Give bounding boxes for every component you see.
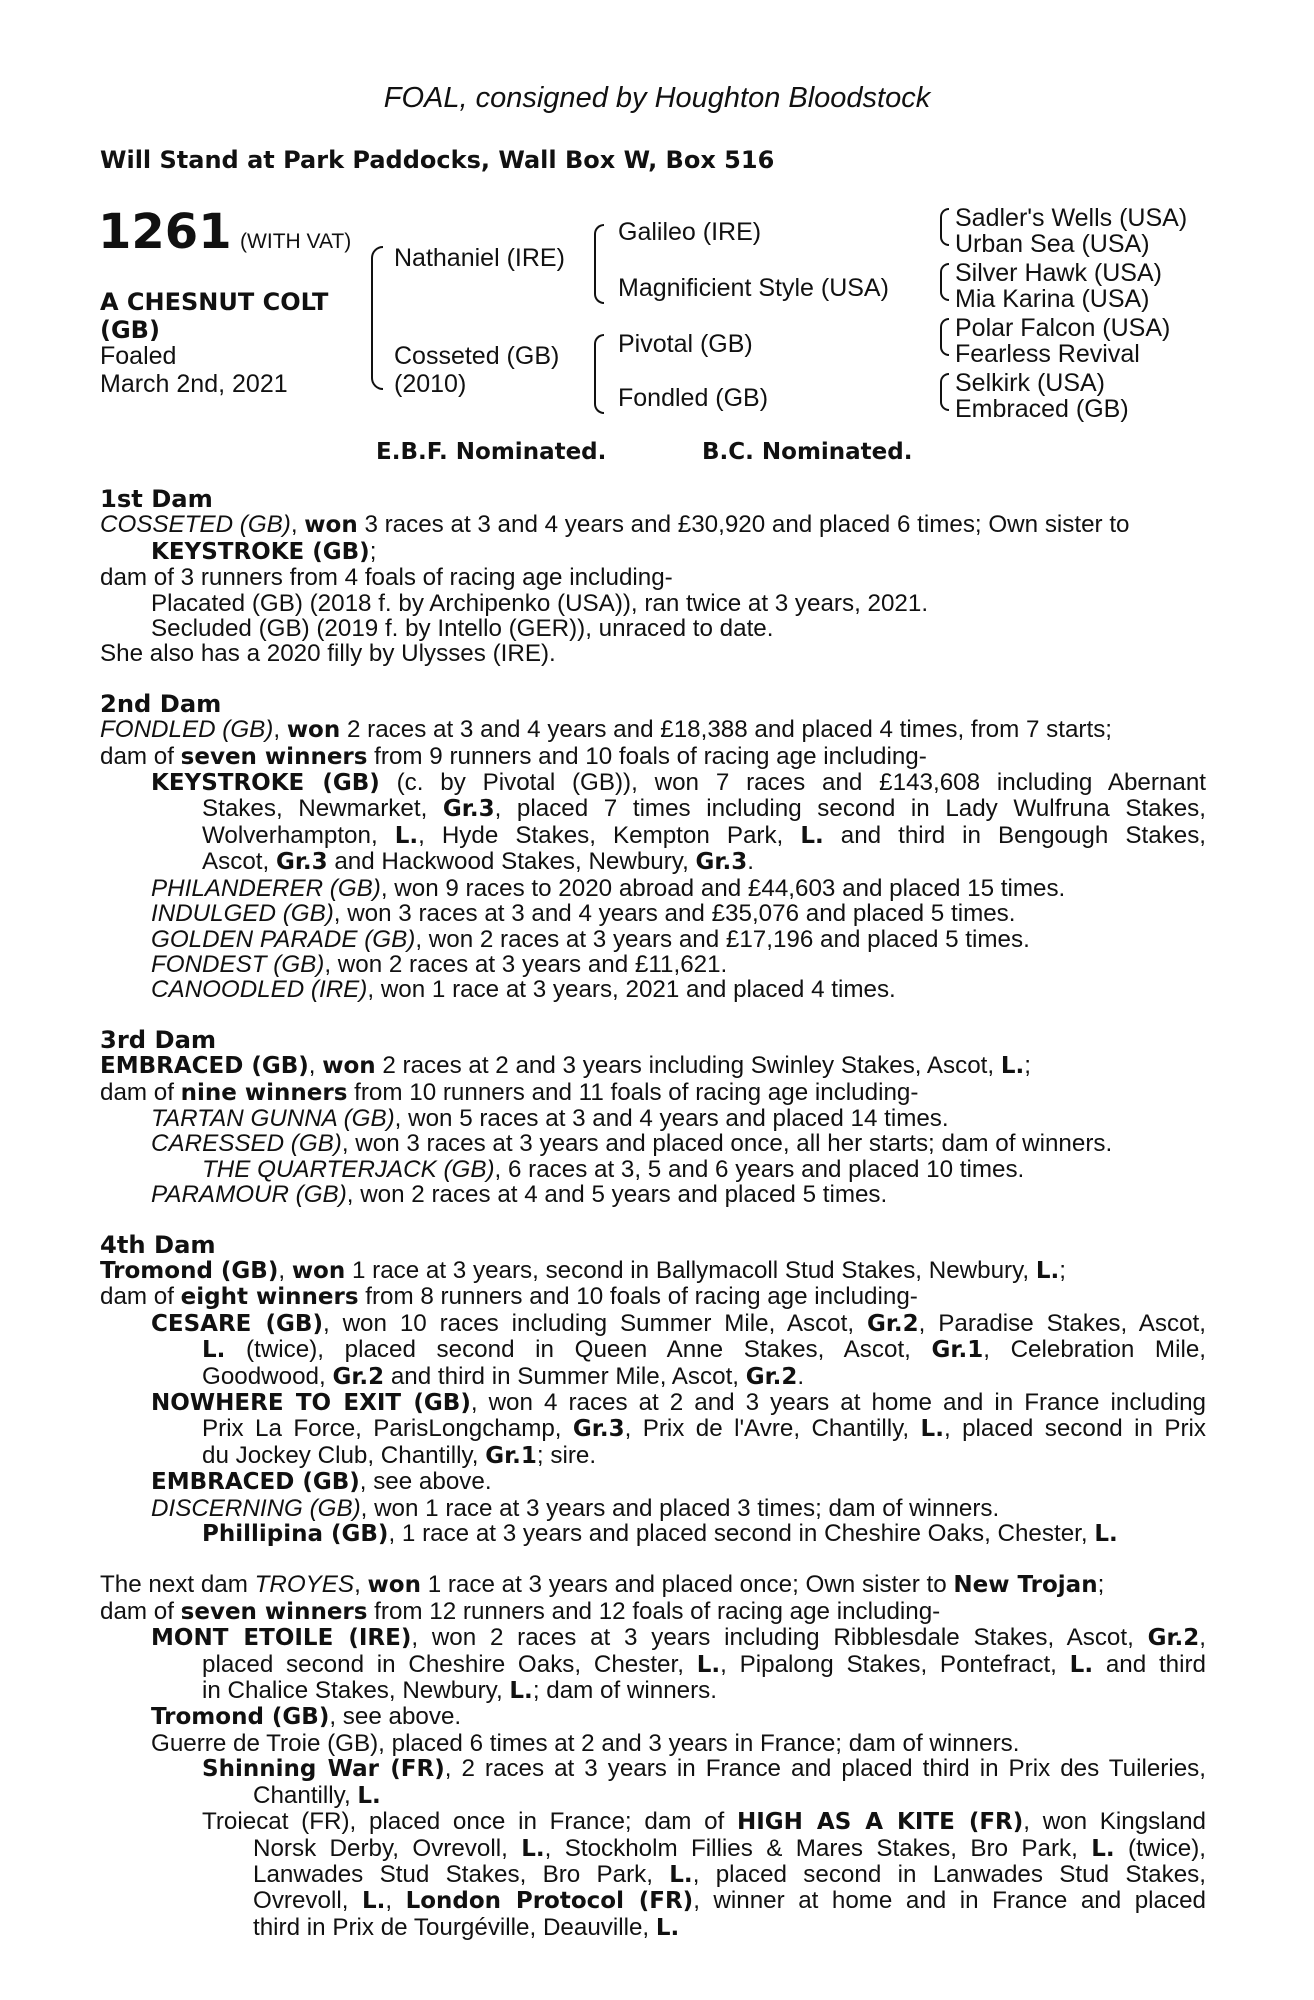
text-run: du Jockey Club, Chantilly, bbox=[202, 1441, 486, 1469]
ggp-name: Sadler's Wells (USA) bbox=[955, 204, 1188, 232]
text-run: . bbox=[747, 848, 754, 876]
text-run: , 1 race at 3 years and placed second in Cheshire Oaks, Chester, bbox=[388, 1520, 1095, 1548]
text-run: 1 race at 3 years, second in Ballymacoll Stud Stakes, Newbury, bbox=[345, 1256, 1036, 1284]
record-line bbox=[100, 616, 1206, 641]
text-run: 3 races at 3 and 4 years and £30,920 and placed 6 times; Own sister to bbox=[357, 511, 1130, 539]
record-line bbox=[100, 1888, 1206, 1914]
horse-name: THE QUARTERJACK (GB) bbox=[202, 1155, 495, 1183]
record-line bbox=[100, 1756, 1206, 1782]
text-run: , Hyde Stakes, Kempton Park, bbox=[418, 821, 801, 849]
text-run: (twice), bbox=[1114, 1834, 1206, 1862]
record-line bbox=[100, 1106, 1206, 1131]
text-run: , placed second in Lanwades Stud Stakes, bbox=[692, 1860, 1206, 1888]
bold-text: Shinning War (FR) bbox=[202, 1756, 445, 1783]
dam-parents-bracket bbox=[594, 334, 604, 414]
dam-section bbox=[100, 487, 1206, 667]
text-run: , won 2 races at 4 and 5 years and placed 5 times. bbox=[346, 1181, 888, 1209]
text-run: , 2 races at 3 years in France and placed third in Prix des Tuileries, bbox=[444, 1755, 1206, 1783]
record-line bbox=[100, 1783, 1206, 1809]
horse-name: TROYES bbox=[254, 1571, 355, 1599]
record-line bbox=[100, 901, 1206, 926]
record-line bbox=[100, 796, 1206, 822]
ggp-name: Fearless Revival bbox=[955, 340, 1140, 368]
record-line bbox=[100, 641, 1206, 666]
text-run: 2 races at 2 and 3 years including Swinley Stakes, Ascot, bbox=[375, 1052, 1001, 1080]
text-run: , won 3 races at 3 years and placed once, all her starts; dam of winners. bbox=[341, 1130, 1113, 1158]
record-line bbox=[100, 1337, 1206, 1363]
dam-sire-name: Pivotal (GB) bbox=[618, 330, 753, 358]
text-run: , Prix de l'Avre, Chantilly, bbox=[624, 1415, 921, 1443]
text-run: and third bbox=[1093, 1650, 1207, 1678]
text-run: in Chalice Stakes, Newbury, bbox=[202, 1677, 510, 1705]
record-line bbox=[100, 1572, 1206, 1598]
lot-description: A CHESNUT COLT bbox=[100, 288, 329, 316]
bold-text: Gr.1 bbox=[931, 1337, 984, 1364]
bold-text: L. bbox=[1035, 1257, 1060, 1284]
bc-nomination: B.C. Nominated. bbox=[702, 439, 913, 465]
sire-sire-name: Galileo (IRE) bbox=[618, 218, 762, 246]
record-line bbox=[100, 770, 1206, 796]
horse-name: PARAMOUR (GB) bbox=[151, 1181, 347, 1209]
horse-name: COSSETED (GB) bbox=[100, 511, 291, 539]
record-line bbox=[100, 591, 1206, 616]
bold-text: seven winners bbox=[180, 743, 368, 770]
text-run: 1 race at 3 years and placed once; Own sister to bbox=[420, 1571, 954, 1599]
record-line bbox=[100, 1182, 1206, 1207]
text-run: , placed second in Prix bbox=[943, 1415, 1206, 1443]
text-run: Chantilly, bbox=[253, 1781, 358, 1809]
horse-name: CARESSED (GB) bbox=[151, 1130, 342, 1158]
text-run: Goodwood, bbox=[202, 1362, 333, 1390]
text-run: Placated (GB) (2018 f. by Archipenko (USA)), ran twice at 3 years, 2021. bbox=[151, 589, 929, 617]
record-line bbox=[100, 565, 1206, 590]
horse-name: PHILANDERER (GB) bbox=[151, 874, 381, 902]
record-line bbox=[100, 1053, 1206, 1079]
text-run: The next dam bbox=[100, 1571, 255, 1599]
record-line bbox=[100, 1157, 1206, 1182]
bold-text: Gr.3 bbox=[695, 849, 748, 876]
bold-text: L. bbox=[800, 822, 824, 849]
text-run: dam of 3 runners from 4 foals of racing age including- bbox=[100, 564, 673, 592]
bold-text: Gr.1 bbox=[485, 1442, 537, 1469]
text-run: dam of bbox=[100, 1597, 181, 1625]
ggp-name: Embraced (GB) bbox=[955, 395, 1129, 423]
bold-text: L. bbox=[521, 1835, 545, 1862]
bold-text: Gr.3 bbox=[275, 849, 328, 876]
text-run: , won 1 race at 3 years, 2021 and placed 4 times. bbox=[367, 976, 896, 1004]
bold-text: Gr.2 bbox=[866, 1310, 919, 1337]
horse-name: INDULGED (GB) bbox=[151, 900, 334, 928]
text-run: , won 2 races at 3 years and £11,621. bbox=[324, 950, 728, 978]
horse-name: CANOODLED (IRE) bbox=[151, 976, 368, 1004]
bold-text: Gr.2 bbox=[332, 1363, 385, 1390]
bold-text: NOWHERE TO EXIT (GB) bbox=[151, 1390, 471, 1416]
sire-dam-bracket bbox=[371, 246, 383, 390]
text-run: , won 2 races at 3 years and £17,196 and placed 5 times. bbox=[415, 925, 1030, 953]
section-heading: 1st Dam bbox=[100, 485, 213, 513]
text-run: , Stockholm Fillies & Mares Stakes, Bro Park, bbox=[544, 1834, 1092, 1862]
section-heading: 4th Dam bbox=[100, 1230, 216, 1259]
ggp-bracket-1 bbox=[940, 208, 949, 246]
bold-text: L. bbox=[1091, 1835, 1115, 1862]
dam-year: (2010) bbox=[394, 370, 467, 398]
text-run: placed second in Cheshire Oaks, Chester, bbox=[202, 1650, 697, 1678]
text-run: Secluded (GB) (2019 f. by Intello (GER)), unraced to date. bbox=[151, 615, 774, 643]
lot-origin: (GB) bbox=[100, 316, 160, 344]
text-run: and third in Summer Mile, Ascot, bbox=[384, 1362, 746, 1390]
bold-text: HIGH AS A KITE (FR) bbox=[736, 1809, 1024, 1836]
foaled-date: March 2nd, 2021 bbox=[100, 370, 288, 398]
bold-text: L. bbox=[361, 1888, 386, 1915]
record-line bbox=[100, 1678, 1206, 1704]
text-run: , bbox=[273, 716, 287, 744]
bold-text: Tromond (GB) bbox=[100, 1257, 279, 1284]
record-line bbox=[100, 512, 1206, 538]
record-line bbox=[100, 1390, 1206, 1416]
bold-text: L. bbox=[1094, 1521, 1118, 1548]
section-heading: 3rd Dam bbox=[100, 1025, 217, 1054]
bold-text: Gr.2 bbox=[1147, 1625, 1200, 1652]
record-line bbox=[100, 1625, 1206, 1651]
dam-section bbox=[100, 1025, 1206, 1209]
text-run: ; sire. bbox=[536, 1441, 597, 1469]
text-run: Prix La Force, ParisLongchamp, bbox=[202, 1415, 573, 1443]
text-run: ; bbox=[369, 537, 377, 565]
text-run: She also has a 2020 filly by Ulysses (IRE). bbox=[100, 640, 556, 668]
record-line bbox=[100, 1731, 1206, 1756]
bold-text: nine winners bbox=[180, 1079, 348, 1106]
text-run: , won 5 races at 3 and 4 years and placed 14 times. bbox=[394, 1104, 949, 1132]
horse-name: FONDLED (GB) bbox=[100, 716, 274, 744]
bold-text: won bbox=[322, 1053, 376, 1080]
record-line bbox=[100, 1809, 1206, 1835]
ggp-name: Polar Falcon (USA) bbox=[955, 314, 1171, 342]
record-line bbox=[100, 1599, 1206, 1625]
horse-name: TARTAN GUNNA (GB) bbox=[151, 1104, 395, 1132]
bold-text: won bbox=[286, 717, 341, 744]
record-line bbox=[100, 1311, 1206, 1337]
bold-text: London Protocol (FR) bbox=[405, 1888, 694, 1915]
record-line bbox=[100, 539, 1206, 565]
text-run: from 12 runners and 12 foals of racing age including- bbox=[367, 1597, 941, 1625]
ggp-bracket-2 bbox=[940, 263, 949, 301]
text-run: Troiecat (FR), placed once in France; dam of bbox=[202, 1808, 737, 1836]
record-line bbox=[100, 717, 1206, 743]
bold-text: CESARE (GB) bbox=[151, 1310, 323, 1337]
vat-note: (WITH VAT) bbox=[240, 230, 352, 253]
text-run: , won 1 race at 3 years and placed 3 times; dam of winners. bbox=[360, 1494, 1000, 1522]
record-line bbox=[100, 1258, 1206, 1284]
record-line bbox=[100, 1704, 1206, 1730]
foaled-label: Foaled bbox=[100, 342, 177, 370]
bold-text: EMBRACED (GB) bbox=[100, 1053, 309, 1080]
record-line bbox=[100, 1862, 1206, 1888]
text-run: , placed 7 times including second in Lady Wulfruna Stakes, bbox=[494, 795, 1206, 823]
text-run: , won 10 races including Summer Mile, Ascot, bbox=[322, 1309, 867, 1337]
bold-text: KEYSTROKE (GB) bbox=[151, 770, 380, 797]
text-run: , Paradise Stakes, Ascot, bbox=[918, 1309, 1206, 1337]
text-run: dam of bbox=[100, 742, 181, 770]
bold-text: Gr.2 bbox=[745, 1363, 798, 1390]
bold-text: L. bbox=[202, 1337, 226, 1364]
text-run: , Celebration Mile, bbox=[983, 1336, 1206, 1364]
text-run: from 10 runners and 11 foals of racing age including- bbox=[347, 1078, 919, 1106]
dam-section bbox=[100, 1572, 1206, 1941]
bold-text: L. bbox=[509, 1678, 533, 1705]
lot-number: 1261 bbox=[98, 204, 232, 260]
ggp-name: Selkirk (USA) bbox=[955, 369, 1106, 397]
bold-text: MONT ETOILE (IRE) bbox=[151, 1625, 412, 1652]
record-line bbox=[100, 1364, 1206, 1390]
bold-text: L. bbox=[655, 1914, 680, 1941]
text-run: dam of bbox=[100, 1283, 181, 1311]
text-run: from 9 runners and 10 foals of racing age including- bbox=[367, 742, 927, 770]
ggp-bracket-4 bbox=[940, 373, 949, 411]
text-run: third in Prix de Tourgéville, Deauville, bbox=[253, 1913, 656, 1941]
text-run: 2 races at 3 and 4 years and £18,388 and placed 4 times, from 7 starts; bbox=[340, 716, 1113, 744]
text-run: Wolverhampton, bbox=[202, 821, 395, 849]
bold-text: won bbox=[304, 512, 358, 539]
text-run: Lanwades Stud Stakes, Bro Park, bbox=[253, 1860, 670, 1888]
record-line bbox=[100, 876, 1206, 901]
text-run: , won 3 races at 3 and 4 years and £35,076 and placed 5 times. bbox=[333, 900, 1016, 928]
bold-text: won bbox=[291, 1257, 346, 1284]
bold-text: L. bbox=[669, 1861, 693, 1888]
text-run: , bbox=[278, 1256, 292, 1284]
text-run: and Hackwood Stakes, Newbury, bbox=[327, 848, 696, 876]
text-run: , winner at home and in France and placed bbox=[693, 1887, 1206, 1915]
dam-dam-name: Fondled (GB) bbox=[618, 384, 769, 412]
record-line bbox=[100, 977, 1206, 1002]
text-run: , won Kingsland bbox=[1023, 1808, 1206, 1836]
dam-section bbox=[100, 1230, 1206, 1548]
text-run: Stakes, Newmarket, bbox=[202, 795, 443, 823]
bold-text: KEYSTROKE (GB) bbox=[151, 538, 370, 565]
text-run: dam of bbox=[100, 1078, 181, 1106]
text-run: , won 9 races to 2020 abroad and £44,603 and placed 15 times. bbox=[380, 874, 1066, 902]
text-run: , see above. bbox=[359, 1468, 492, 1496]
text-run: , won 4 races at 2 and 3 years at home and in France including bbox=[470, 1389, 1206, 1416]
text-run: Norsk Derby, Ovrevoll, bbox=[253, 1834, 522, 1862]
text-run: , 6 races at 3, 5 and 6 years and placed 10 times. bbox=[494, 1155, 1025, 1183]
text-run: ; dam of winners. bbox=[532, 1677, 717, 1705]
record-line bbox=[100, 823, 1206, 849]
record-line bbox=[100, 1915, 1206, 1941]
record-line bbox=[100, 927, 1206, 952]
record-line bbox=[100, 1521, 1206, 1547]
sire-name: Nathaniel (IRE) bbox=[394, 244, 565, 272]
text-run: and third in Bengough Stakes, bbox=[823, 821, 1207, 849]
record-line bbox=[100, 1416, 1206, 1442]
ggp-name: Mia Karina (USA) bbox=[955, 285, 1150, 313]
bold-text: won bbox=[367, 1572, 421, 1599]
bold-text: EMBRACED (GB) bbox=[151, 1469, 360, 1496]
text-run: ; bbox=[1059, 1256, 1066, 1284]
record-line bbox=[100, 1284, 1206, 1310]
text-run: , see above. bbox=[329, 1703, 462, 1731]
text-run: , won 2 races at 3 years including Ribblesdale Stakes, Ascot, bbox=[411, 1624, 1148, 1652]
text-run: ; bbox=[1097, 1571, 1105, 1599]
bold-text: New Trojan bbox=[953, 1572, 1098, 1599]
record-line bbox=[100, 1080, 1206, 1106]
record-line bbox=[100, 1496, 1206, 1521]
ggp-name: Silver Hawk (USA) bbox=[955, 259, 1162, 287]
text-run: , bbox=[354, 1571, 368, 1599]
horse-name: DISCERNING (GB) bbox=[151, 1494, 361, 1522]
ggp-bracket-3 bbox=[940, 318, 949, 356]
bold-text: Gr.3 bbox=[442, 796, 495, 823]
section-heading: 2nd Dam bbox=[100, 689, 222, 718]
bold-text: L. bbox=[394, 822, 419, 849]
text-run: Ascot, bbox=[202, 848, 276, 876]
dam-section bbox=[100, 689, 1207, 1004]
dam-name: Cosseted (GB) bbox=[394, 342, 560, 370]
ggp-name: Urban Sea (USA) bbox=[955, 230, 1150, 258]
bold-text: L. bbox=[357, 1782, 381, 1809]
text-run: . bbox=[797, 1362, 805, 1390]
record-line bbox=[100, 744, 1206, 770]
text-run: Guerre de Troie (GB), placed 6 times at 2 and 3 years in France; dam of winners. bbox=[151, 1729, 1020, 1757]
lot-header bbox=[98, 204, 351, 260]
horse-name: FONDEST (GB) bbox=[151, 950, 325, 978]
bold-text: eight winners bbox=[180, 1284, 359, 1311]
bold-text: L. bbox=[920, 1416, 944, 1443]
sire-parents-bracket bbox=[594, 224, 604, 304]
text-run: , bbox=[1199, 1624, 1206, 1652]
text-run: , Pipalong Stakes, Pontefract, bbox=[720, 1650, 1070, 1678]
bold-text: L. bbox=[1069, 1651, 1094, 1678]
text-run: (twice), placed second in Queen Anne Stakes, Ascot, bbox=[225, 1336, 932, 1364]
text-run: , bbox=[385, 1887, 406, 1915]
text-run: ; bbox=[1024, 1052, 1031, 1080]
bold-text: Gr.3 bbox=[572, 1416, 625, 1443]
ebf-nomination: E.B.F. Nominated. bbox=[376, 439, 607, 465]
record-line bbox=[100, 1443, 1206, 1469]
stand-location: Will Stand at Park Paddocks, Wall Box W, Box 516 bbox=[100, 146, 775, 174]
bold-text: seven winners bbox=[180, 1598, 368, 1625]
record-line bbox=[100, 952, 1206, 977]
text-run: (c. by Pivotal (GB)), won 7 races and £143,608 including Abernant bbox=[379, 769, 1206, 797]
record-line bbox=[100, 1836, 1206, 1862]
horse-name: GOLDEN PARADE (GB) bbox=[151, 925, 416, 953]
text-run: , bbox=[290, 511, 305, 539]
consignment-line: FOAL, consigned by Houghton Bloodstock bbox=[383, 82, 931, 114]
sire-dam-name: Magnificient Style (USA) bbox=[618, 274, 889, 302]
record-line bbox=[100, 849, 1206, 875]
record-line bbox=[100, 1469, 1206, 1495]
bold-text: L. bbox=[1000, 1053, 1025, 1080]
bold-text: Tromond (GB) bbox=[151, 1704, 330, 1731]
text-run: from 8 runners and 10 foals of racing age including- bbox=[358, 1283, 918, 1311]
record-line bbox=[100, 1131, 1206, 1156]
text-run: Ovrevoll, bbox=[253, 1887, 362, 1915]
bold-text: Phillipina (GB) bbox=[202, 1521, 389, 1548]
bold-text: L. bbox=[696, 1651, 721, 1678]
family-history bbox=[100, 487, 1206, 1966]
text-run: , bbox=[308, 1052, 323, 1080]
record-line bbox=[100, 1652, 1206, 1678]
